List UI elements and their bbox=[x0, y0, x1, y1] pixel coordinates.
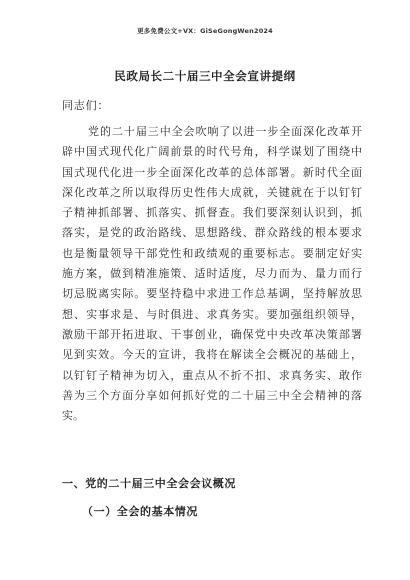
body-line: 实。 bbox=[62, 409, 84, 423]
document-title: 民政局长二十届三中全会宣讲提纲 bbox=[114, 69, 296, 83]
body-line: 激励干部开拓进取、干事创业，确保党中央改革决策部署 bbox=[62, 327, 362, 341]
body-line: 国式现代化进一步全面深化改革的总体部署。新时代全面 bbox=[62, 165, 362, 179]
section-heading: 一、党的二十届三中全会会议概况 bbox=[62, 477, 236, 490]
body-line: 也是衡量领导干部党性和政绩观的重要标志。要制定好实 bbox=[62, 246, 362, 260]
greeting: 同志们： bbox=[62, 99, 110, 112]
subsection-heading: （一）全会的基本情况 bbox=[82, 505, 198, 518]
body-line: 善为三个方面分享如何抓好党的二十届三中全会精神的落 bbox=[62, 388, 362, 402]
body-line: 党的二十届三中全会吹响了以进一步全面深化改革开 bbox=[88, 125, 362, 138]
body-line: 子精神抓部署、抓落实、抓督查。我们要深刻认识到，抓 bbox=[62, 206, 362, 220]
body-paragraph bbox=[62, 122, 362, 426]
body-line: 见到实效。今天的宣讲，我将在解读全会概况的基础上， bbox=[62, 348, 362, 362]
body-line: 深化改革之所以取得历史性伟大成就，关键就在于以钉钉 bbox=[62, 185, 362, 199]
body-line: 施方案，做到精准施策、适时适度，尽力而为、量力而行 bbox=[62, 267, 362, 281]
body-line: 切忌脱离实际。要坚持稳中求进工作总基调，坚持解放思 bbox=[62, 287, 362, 301]
body-line: 以钉钉子精神为切入，重点从不折不扣、求真务实、敢作 bbox=[62, 368, 362, 382]
body-line: 想、实事求是、与时俱进、求真务实。要加强组织领导， bbox=[62, 307, 362, 321]
body-line: 辟中国式现代化广阔前景的时代号角，科学谋划了围绕中 bbox=[62, 145, 362, 159]
body-line: 落实，是党的政治路线、思想路线、群众路线的根本要求 bbox=[62, 226, 362, 240]
header-note: 更多免费公文+VX：GiSeGongWen2024 bbox=[137, 27, 273, 35]
